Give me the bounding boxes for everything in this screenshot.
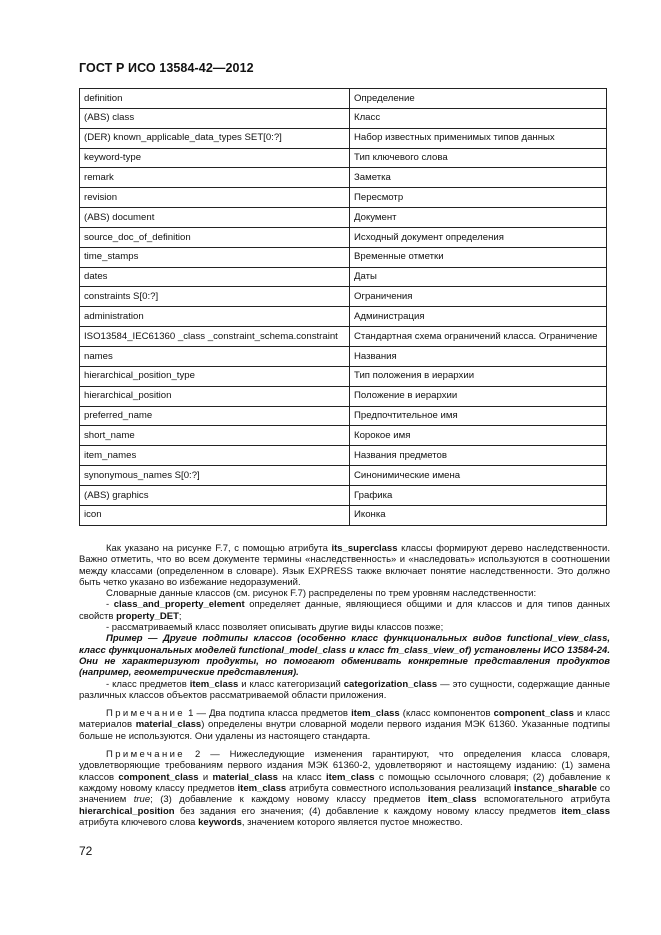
table-row: [80, 267, 607, 287]
term-en-cell: synonymous_names S[0:?]: [80, 466, 350, 486]
table-row: [80, 426, 607, 446]
term-ru-cell: Названия предметов: [350, 446, 607, 466]
term-ru-cell: Набор известных применимых типов данных: [350, 128, 607, 148]
table-row: [80, 89, 607, 109]
term-ru-cell: Положение в иерархии: [350, 386, 607, 406]
table-row: [80, 466, 607, 486]
term-en-cell: names: [80, 346, 350, 366]
term-ru-cell: Графика: [350, 485, 607, 505]
term-en-cell: (ABS) graphics: [80, 485, 350, 505]
term-en-cell: (ABS) document: [80, 208, 350, 228]
table-row: [80, 406, 607, 426]
term-en-cell: dates: [80, 267, 350, 287]
term-en-cell: hierarchical_position: [80, 386, 350, 406]
term-ru-cell: Пересмотр: [350, 188, 607, 208]
term-ru-cell: Определение: [350, 89, 607, 109]
table-row: [80, 188, 607, 208]
table-row: [80, 148, 607, 168]
page-header: ГОСТ Р ИСО 13584-42—2012: [79, 61, 254, 75]
table-row: [80, 366, 607, 386]
term-en-cell: source_doc_of_definition: [80, 227, 350, 247]
term-en-cell: ISO13584_IEC61360 _class _constraint_schema.constraint: [80, 327, 350, 347]
term-ru-cell: Класс: [350, 108, 607, 128]
example-paragraph: Пример — Другие подтипы классов (особенно класс функциональных видов functional_view_class, класс функциональных моделей functional_model_class и класс fm_class_view_of) установлены ИСО 13584-24. Они не характеризуют продукты, но помогают обменивать конкретные представления продуктов (например, геометрические представления).: [79, 633, 610, 679]
table-row: [80, 307, 607, 327]
table-row: [80, 287, 607, 307]
term-ru-cell: Тип положения в иерархии: [350, 366, 607, 386]
body-text: [79, 543, 610, 828]
term-ru-cell: Заметка: [350, 168, 607, 188]
term-en-cell: (ABS) class: [80, 108, 350, 128]
term-en-cell: time_stamps: [80, 247, 350, 267]
list-item-class-and-property: - class_and_property_element определяет данные, являющиеся общими и для классов и для типов данных свойств property_DET;: [79, 599, 610, 622]
table-row: [80, 386, 607, 406]
table-row: [80, 446, 607, 466]
term-ru-cell: Временные отметки: [350, 247, 607, 267]
term-ru-cell: Названия: [350, 346, 607, 366]
term-en-cell: icon: [80, 505, 350, 525]
paragraph-levels: Словарные данные классов (см. рисунок F.7) распределены по трем уровням наследственности:: [106, 588, 537, 600]
table-row: [80, 327, 607, 347]
table-row: [80, 247, 607, 267]
term-en-cell: (DER) known_applicable_data_types SET[0:?]: [80, 128, 350, 148]
term-en-cell: administration: [80, 307, 350, 327]
terms-table-body: [80, 89, 607, 526]
list-item-class: - рассматриваемый класс позволяет описывать другие виды классов позже;: [106, 622, 444, 634]
term-ru-cell: Документ: [350, 208, 607, 228]
table-row: [80, 168, 607, 188]
table-row: [80, 485, 607, 505]
table-row: [80, 208, 607, 228]
term-en-cell: short_name: [80, 426, 350, 446]
note-1: Примечание 1 — Два подтипа класса предметов item_class (класс компонентов component_class и класс материалов material_class) определены внутри словарной модели первого издания МЭК 61360. Указанные подтипы больше не используются. Они удалены из настоящего стандарта.: [79, 708, 610, 742]
term-ru-cell: Даты: [350, 267, 607, 287]
paragraph-inheritance: Как указано на рисунке F.7, с помощью атрибута its_superclass классы формируют дерево наследственности. Важно отметить, что во всем документе термины «наследственность» и «наследовать» используются в соотношении между классами (определенном в словаре). Язык EXPRESS также включает понятие наследственности. Это должно быть четко указано во избежание недоразумений.: [79, 543, 610, 588]
term-ru-cell: Ограничения: [350, 287, 607, 307]
term-ru-cell: Синонимические имена: [350, 466, 607, 486]
table-row: [80, 505, 607, 525]
table-row: [80, 346, 607, 366]
term-en-cell: constraints S[0:?]: [80, 287, 350, 307]
table-row: [80, 227, 607, 247]
term-ru-cell: Исходный документ определения: [350, 227, 607, 247]
term-en-cell: item_names: [80, 446, 350, 466]
term-en-cell: hierarchical_position_type: [80, 366, 350, 386]
term-ru-cell: Стандартная схема ограничений класса. Ограничение: [350, 327, 607, 347]
term-ru-cell: Предпочтительное имя: [350, 406, 607, 426]
terms-table: [79, 88, 607, 526]
term-en-cell: definition: [80, 89, 350, 109]
page-number: 72: [79, 844, 93, 858]
term-en-cell: keyword-type: [80, 148, 350, 168]
term-en-cell: remark: [80, 168, 350, 188]
note-2: Примечание 2 — Нижеследующие изменения гарантируют, что определения класса словаря, удовлетворяющие требованиям первого издания МЭК 61360-2, удовлетворяют и настоящему изданию: (1) замена классов component_class и material_class на класс item_class с помощью ссылочного словаря; (2) добавление к каждому новому классу предметов item_class атрибута совместного использования реализаций instance_sharable со значением true; (3) добавление к каждому новому классу предметов item_class вспомогательного атрибута hierarchical_position без задания его значения; (4) добавление к каждому новому классу предметов item_class атрибута ключевого слова keywords, значением которого является пустое множество.: [79, 749, 611, 828]
term-ru-cell: Администрация: [350, 307, 607, 327]
list-item-item-class: - класс предметов item_class и класс категоризаций categorization_class — это сущности, содержащие данные различных классов объектов рассматриваемой области приложения.: [79, 678, 610, 701]
term-en-cell: revision: [80, 188, 350, 208]
term-en-cell: preferred_name: [80, 406, 350, 426]
term-ru-cell: Тип ключевого слова: [350, 148, 607, 168]
table-row: [80, 108, 607, 128]
term-ru-cell: Корокое имя: [350, 426, 607, 446]
table-row: [80, 128, 607, 148]
term-ru-cell: Иконка: [350, 505, 607, 525]
